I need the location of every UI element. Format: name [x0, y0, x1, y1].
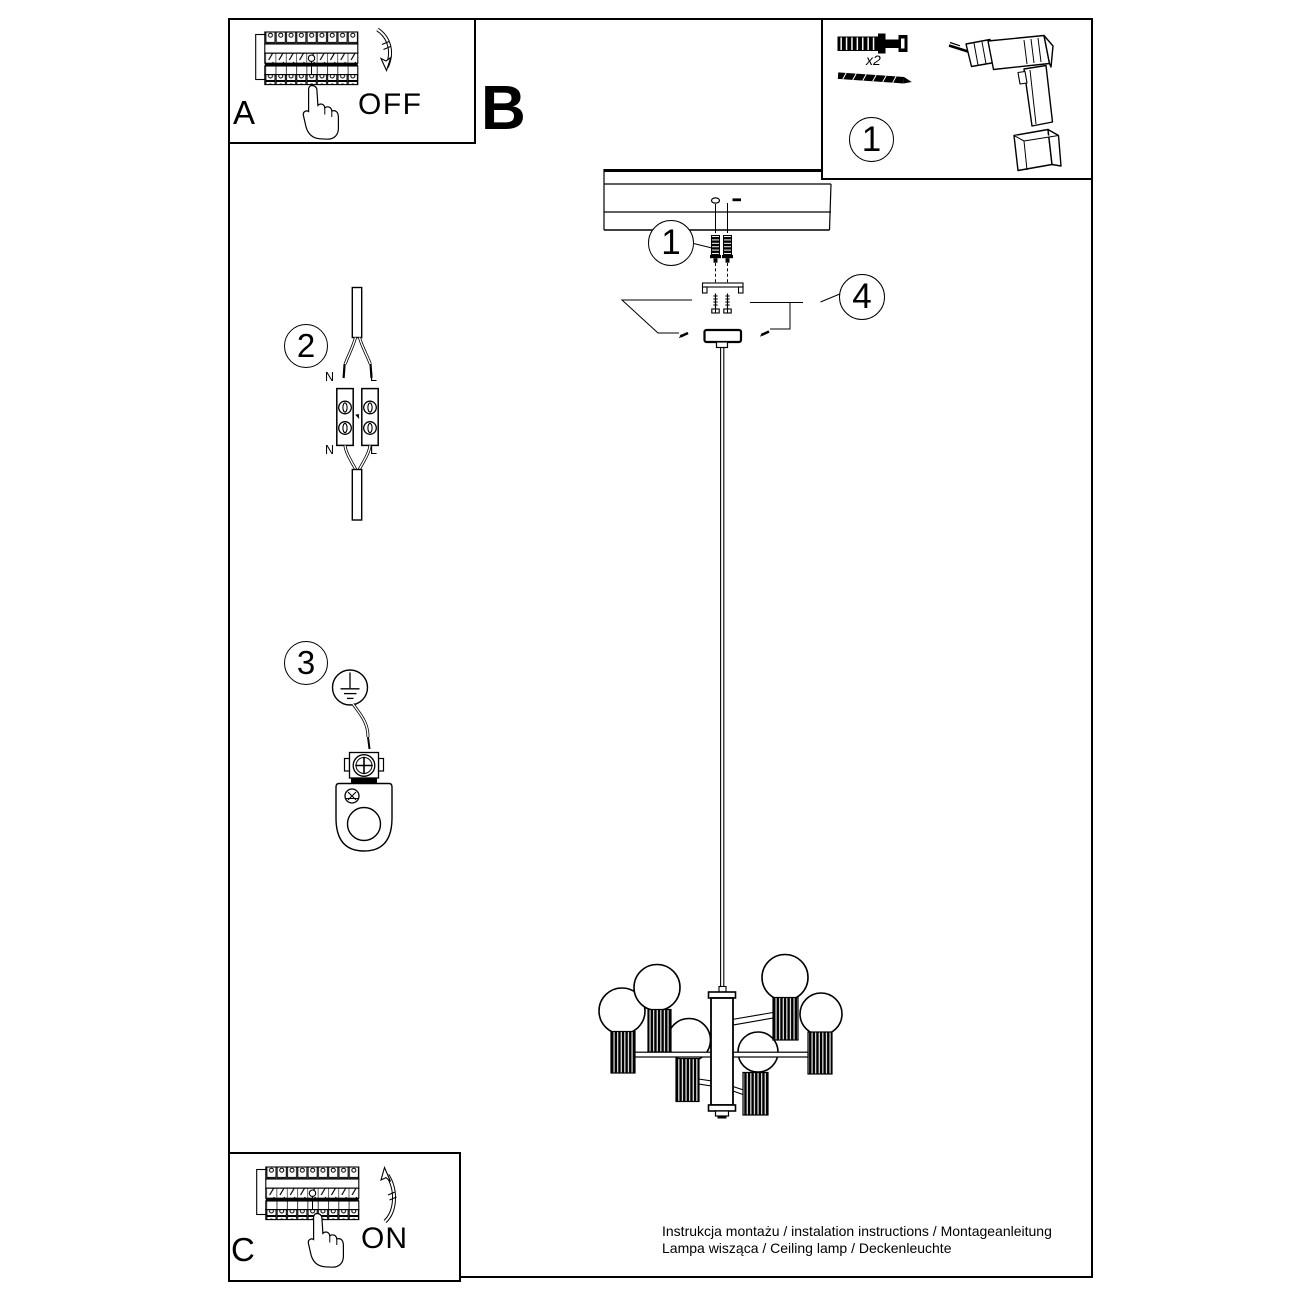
label-neutral-top: N [325, 370, 335, 384]
callout-tools: 1 [849, 117, 894, 162]
label-b: B [481, 74, 526, 143]
footer-line-1: Instrukcja montażu / instalation instructions / Montageanleitung [662, 1223, 1052, 1239]
mounting-plate [336, 784, 392, 852]
label-on: ON [361, 1222, 408, 1255]
callout-bracket: 4 [839, 274, 885, 320]
label-c: C [231, 1231, 255, 1268]
label-a: A [233, 94, 256, 131]
ground-terminal [345, 753, 384, 784]
bulb-holder [611, 1032, 635, 1074]
callout-ground: 3 [284, 641, 328, 685]
bulb-holder [773, 998, 798, 1041]
bulb-holder [676, 1059, 699, 1102]
bulb-globe [800, 993, 842, 1035]
footer-text [662, 1223, 1052, 1256]
bulb-holder [648, 1010, 671, 1053]
lamp-cable-bottom [352, 470, 361, 521]
label-x2: x2 [866, 52, 881, 68]
footer-line-2: Lampa wisząca / Ceiling lamp / Deckenleuchte [662, 1239, 952, 1256]
bulb-globe [634, 965, 680, 1011]
drill-hole-left [712, 198, 720, 203]
callout-wiring: 2 [284, 324, 328, 368]
main-frame [229, 19, 1092, 1277]
mains-cable-top [352, 288, 361, 338]
callout-wall-plugs: 1 [648, 220, 694, 266]
earth-ground-symbol-icon [333, 670, 368, 705]
bulb-holder [808, 1032, 832, 1074]
label-live-bottom: L [370, 443, 377, 457]
label-live-top: L [370, 370, 377, 384]
circuit-breaker-icon-c [257, 1167, 359, 1220]
lamp-column [709, 987, 736, 1118]
circuit-breaker-icon-a [256, 32, 358, 85]
bulb-holder [743, 1073, 768, 1116]
label-off: OFF [358, 88, 423, 121]
bulb-globe [762, 955, 808, 1001]
label-neutral-bottom: N [325, 443, 335, 457]
